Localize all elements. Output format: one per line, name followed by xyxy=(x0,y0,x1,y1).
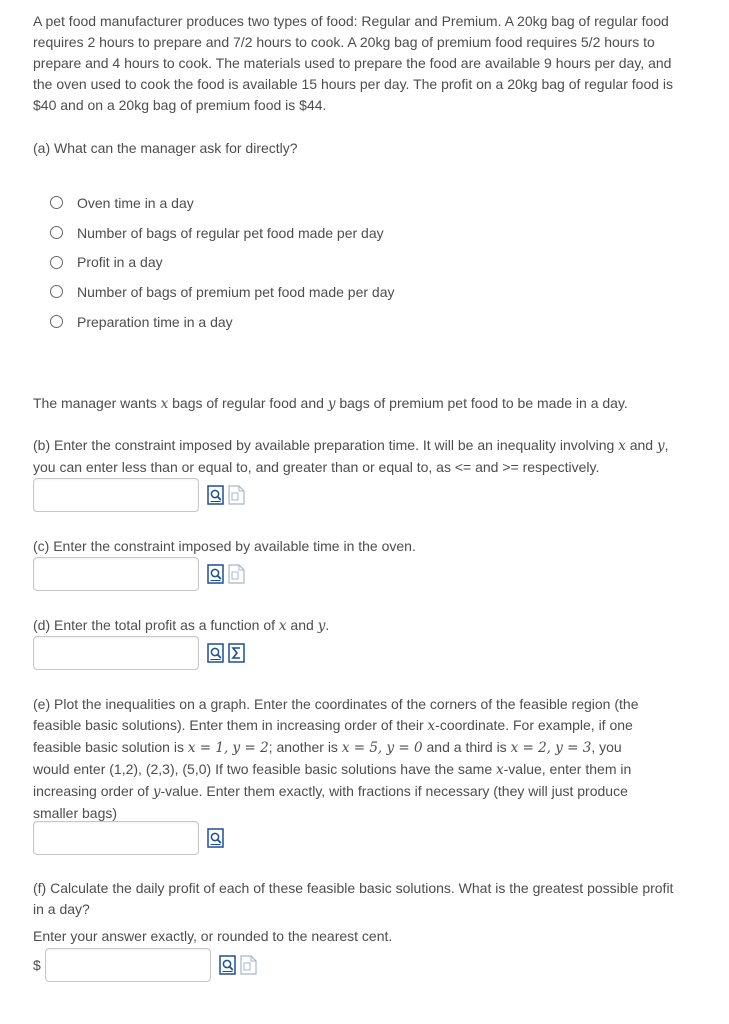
intro-line: the oven used to cook the food is available 15 hours per day. The profit on a 20kg bag of regular food is xyxy=(33,76,674,92)
part-d-answer-row xyxy=(33,636,245,670)
problem-statement xyxy=(33,11,718,116)
question-line xyxy=(33,759,718,781)
radio-button[interactable] xyxy=(50,256,63,269)
choice-regular-bags[interactable] xyxy=(50,218,395,248)
question-line: (e) Plot the inequalities on a graph. Enter the coordinates of the corners of the feasible region (the xyxy=(33,696,639,712)
sigma-icon[interactable] xyxy=(228,643,245,663)
preview-magnifier-icon[interactable] xyxy=(219,955,236,975)
choice-preparation-time[interactable] xyxy=(50,307,395,337)
math-x: x xyxy=(427,718,436,734)
part-d-question xyxy=(33,615,718,637)
question-text: increasing order of xyxy=(33,783,153,799)
math-x: x xyxy=(496,762,504,778)
question-line: you can enter less than or equal to, and greater than or equal to, as <= and >= respectively. xyxy=(33,459,600,475)
part-d-answer-input[interactable] xyxy=(33,636,199,670)
choice-label: Preparation time in a day xyxy=(77,313,233,330)
preview-magnifier-icon[interactable] xyxy=(207,643,224,663)
choice-label: Profit in a day xyxy=(77,254,163,271)
syntax-help-icon[interactable] xyxy=(240,955,257,975)
statement-text: bags of premium pet food to be made in a day. xyxy=(335,395,628,411)
intro-line: prepare and 4 hours to cook. The materials used to prepare the food are available 9 hours per day, and xyxy=(33,55,672,71)
question-text: feasible basic solutions). Enter them in increasing order of their xyxy=(33,717,428,733)
math-y: y xyxy=(317,618,326,634)
preview-magnifier-icon[interactable] xyxy=(207,485,224,505)
math-expression: x = 2, y = 3 xyxy=(510,740,592,756)
part-a-choices xyxy=(50,188,395,336)
part-a-question: (a) What can the manager ask for directly? xyxy=(33,140,298,156)
math-y: y xyxy=(656,438,665,454)
question-line: (f) Calculate the daily profit of each of these feasible basic solutions. What is the greatest possible profit xyxy=(33,880,674,896)
currency-symbol: $ xyxy=(33,957,41,973)
question-text: , xyxy=(664,437,669,453)
intro-line: A pet food manufacturer produces two types of food: Regular and Premium. A 20kg bag of regular food xyxy=(33,13,669,29)
question-text: (b) Enter the constraint imposed by available preparation time. It will be an inequality involving xyxy=(33,437,619,453)
question-text: ; another is xyxy=(268,739,342,755)
question-text: (d) Enter the total profit as a function of xyxy=(33,617,279,633)
question-line: smaller bags) xyxy=(33,805,118,821)
question-line xyxy=(33,781,718,803)
math-y: y xyxy=(152,784,161,800)
choice-label: Number of bags of premium pet food made per day xyxy=(77,283,395,300)
question-line: in a day? xyxy=(33,901,90,917)
question-line xyxy=(33,435,718,457)
preview-magnifier-icon[interactable] xyxy=(207,828,224,848)
math-x: x xyxy=(278,618,287,634)
part-e-answer-row xyxy=(33,821,224,855)
question-text: . xyxy=(325,617,330,633)
part-c-answer-row xyxy=(33,557,245,591)
question-text: and xyxy=(625,437,657,453)
math-expression: x = 5, y = 0 xyxy=(341,740,423,756)
question-text: -value, enter them in xyxy=(503,761,632,777)
radio-button[interactable] xyxy=(50,315,63,328)
math-y: y xyxy=(327,396,336,412)
syntax-help-icon[interactable] xyxy=(228,564,245,584)
part-b-answer-row xyxy=(33,478,245,512)
radio-button[interactable] xyxy=(50,226,63,239)
part-c-answer-input[interactable] xyxy=(33,557,199,591)
statement-text: bags of regular food and xyxy=(168,395,328,411)
intro-line: $40 and on a 20kg bag of premium food is $44. xyxy=(33,97,327,113)
part-f-instruction: Enter your answer exactly, or rounded to the nearest cent. xyxy=(33,928,393,944)
question-text: would enter (1,2), (2,3), (5,0) If two feasible basic solutions have the same xyxy=(33,761,497,777)
radio-button[interactable] xyxy=(50,285,63,298)
question-line xyxy=(33,715,718,737)
question-text: and xyxy=(286,617,318,633)
question-text: -value. Enter them exactly, with fractions if necessary (they will just produce xyxy=(160,783,628,799)
part-e-question xyxy=(33,694,718,824)
question-text: , you xyxy=(591,739,622,755)
syntax-help-icon[interactable] xyxy=(228,485,245,505)
question-text: -coordinate. For example, if one xyxy=(435,717,633,733)
intro-line: requires 2 hours to prepare and 7/2 hours to cook. A 20kg bag of premium food requires 5/2 hours to xyxy=(33,34,655,50)
choice-oven-time[interactable] xyxy=(50,188,395,218)
math-x: x xyxy=(618,438,626,454)
preview-magnifier-icon[interactable] xyxy=(207,564,224,584)
part-f-answer-input[interactable] xyxy=(45,948,211,982)
choice-profit[interactable] xyxy=(50,247,395,277)
part-f-question xyxy=(33,878,718,920)
part-b-question xyxy=(33,435,718,478)
question-text: feasible basic solution is xyxy=(33,739,188,755)
part-f-answer-row xyxy=(33,948,257,982)
question-text: and a third is xyxy=(422,739,511,755)
radio-button[interactable] xyxy=(50,196,63,209)
math-expression: x = 1, y = 2 xyxy=(187,740,269,756)
statement-text: The manager wants xyxy=(33,395,161,411)
question-line xyxy=(33,737,718,759)
choice-label: Number of bags of regular pet food made per day xyxy=(77,224,384,241)
math-x: x xyxy=(160,396,169,412)
part-e-answer-input[interactable] xyxy=(33,821,199,855)
manager-statement xyxy=(33,393,718,415)
choice-premium-bags[interactable] xyxy=(50,277,395,307)
choice-label: Oven time in a day xyxy=(77,194,194,211)
part-b-answer-input[interactable] xyxy=(33,478,199,512)
part-c-question: (c) Enter the constraint imposed by available time in the oven. xyxy=(33,538,416,554)
